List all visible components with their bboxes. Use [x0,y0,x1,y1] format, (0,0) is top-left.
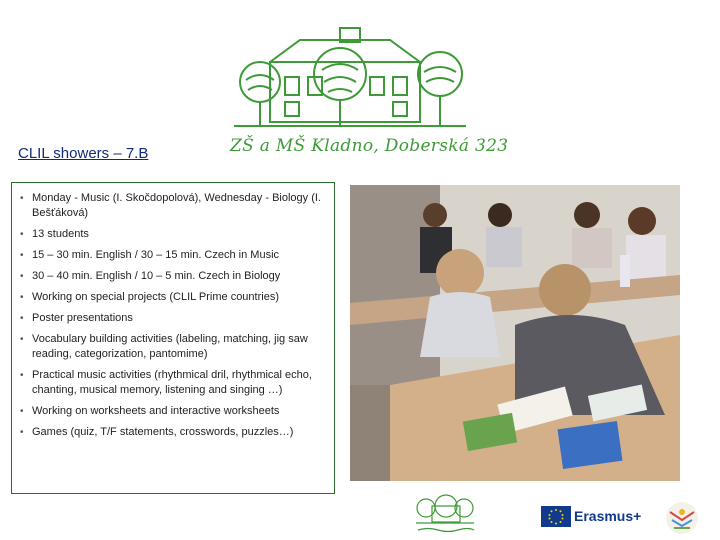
bullet-list [20,191,326,440]
bullet-dot-icon: • [20,250,24,261]
bullet-dot-icon: • [20,334,24,345]
classroom-photo [350,185,680,481]
erasmus-label: Erasmus+ [574,508,642,524]
bullet-box [11,182,335,494]
bullet-dot-icon: • [20,427,24,438]
bullet-item [20,269,326,284]
eu-flag-icon [541,506,571,527]
bullet-item [20,248,326,263]
bullet-item [20,191,326,221]
bullet-text: Working on special projects (CLIL Prime countries) [32,291,279,303]
bullet-item [20,227,326,242]
bullet-text: Monday - Music (I. Skočdopolová), Wednesday - Biology (I. Bešťáková) [32,192,321,219]
bullet-text: 30 – 40 min. English / 10 – 5 min. Czech in Biology [32,270,281,282]
bullet-text: Practical music activities (rhythmical dril, rhythmical echo, chanting, musical memory, listening and singing …) [32,369,312,396]
footer-school-logo [412,492,478,536]
colorful-emblem-logo [664,500,700,536]
bullet-dot-icon: • [20,313,24,324]
bullet-text: 15 – 30 min. English / 30 – 15 min. Czech in Music [32,249,280,261]
bullet-dot-icon: • [20,292,24,303]
school-logo-drawing [230,22,470,134]
bullet-dot-icon: • [20,193,24,204]
bullet-item [20,311,326,326]
bullet-text: 13 students [32,228,89,240]
bullet-text: Games (quiz, T/F statements, crosswords, puzzles…) [32,426,294,438]
bullet-dot-icon: • [20,406,24,417]
bullet-item [20,332,326,362]
bullet-item [20,368,326,398]
bullet-text: Working on worksheets and interactive worksheets [32,405,280,417]
bullet-dot-icon: • [20,370,24,381]
bullet-text: Poster presentations [32,312,133,324]
bullet-dot-icon: • [20,271,24,282]
school-logo-caption: ZŠ a MŠ Kladno, Doberská 323 [230,136,509,156]
bullet-text: Vocabulary building activities (labeling, matching, jig saw reading, categorization, pantomime) [32,333,308,360]
bullet-item [20,290,326,305]
bullet-dot-icon: • [20,229,24,240]
bullet-item [20,404,326,419]
slide-title: CLIL showers – 7.B [18,145,149,162]
bullet-item [20,425,326,440]
